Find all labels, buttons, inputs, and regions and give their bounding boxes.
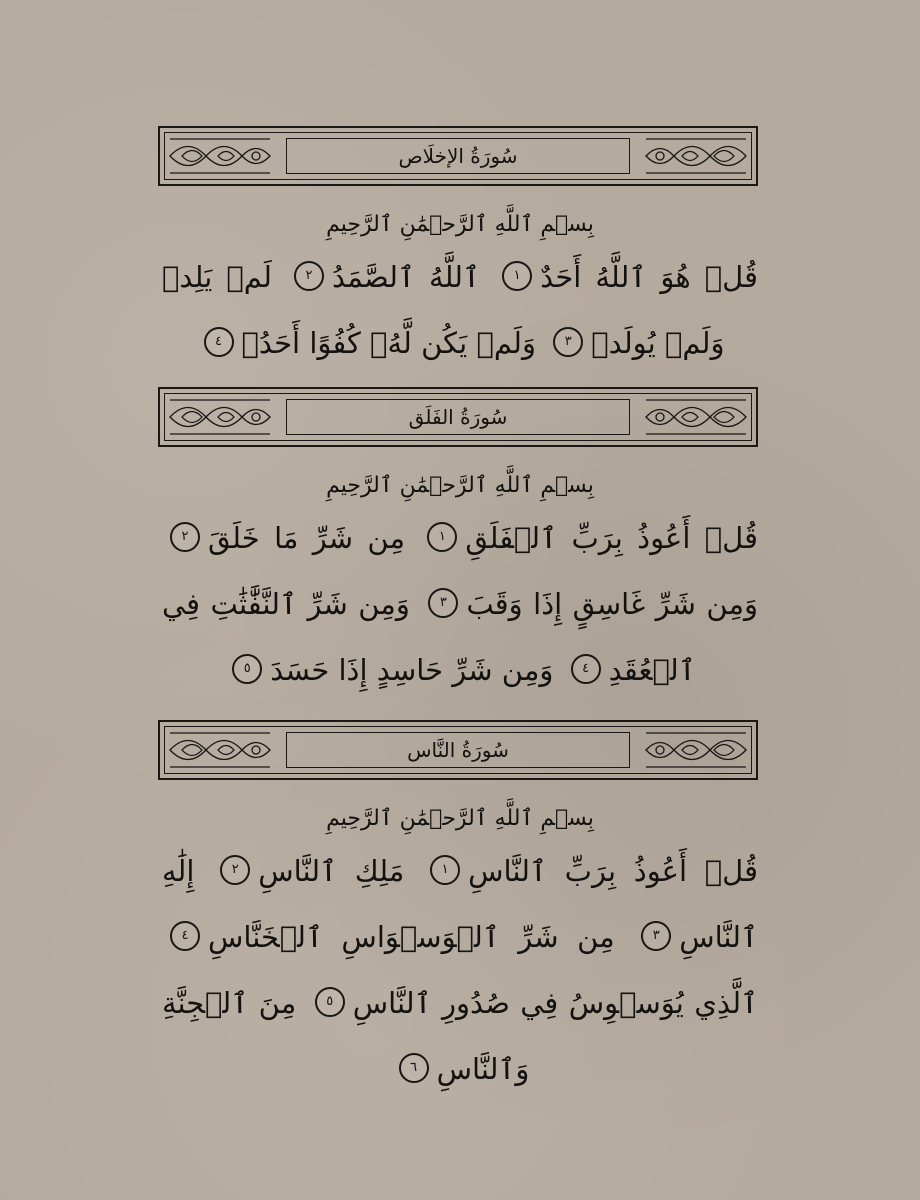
surah-an-nas [158, 720, 762, 1102]
ayah-text: وَمِن شَرِّ ٱلنَّفَّٰثَٰتِ فِي ٱلۡعُقَدِ [162, 587, 696, 687]
surah-al-ikhlas [158, 126, 762, 376]
arabesque-ornament-icon [168, 396, 272, 438]
basmala: بِسۡمِ ٱللَّهِ ٱلرَّحۡمَٰنِ ٱلرَّحِيمِ [326, 806, 594, 831]
arabesque-ornament-icon [168, 729, 272, 771]
ayah-text: وَمِن شَرِّ غَاسِقٍ إِذَا وَقَبَ [466, 587, 758, 621]
ayah-text: مِن شَرِّ مَا خَلَقَ [208, 521, 406, 555]
ayah-number-marker: ٦ [399, 1053, 429, 1083]
ayah-number-marker: ٣ [641, 921, 671, 951]
ayah-number-marker: ٤ [170, 921, 200, 951]
surah-title-banner [158, 720, 758, 780]
ayah-text: ٱلَّذِي يُوَسۡوِسُ فِي صُدُورِ ٱلنَّاسِ [352, 986, 759, 1020]
arabesque-ornament-icon [644, 135, 748, 177]
basmala: بِسۡمِ ٱللَّهِ ٱلرَّحۡمَٰنِ ٱلرَّحِيمِ [326, 473, 594, 498]
ayah-text: مِنَ ٱلۡجِنَّةِ وَٱلنَّاسِ [162, 986, 530, 1086]
ayah-number-marker: ٤ [204, 327, 234, 357]
ayah-number-marker: ١ [427, 522, 457, 552]
ayah-number-marker: ٣ [428, 588, 458, 618]
ayah-text: مَلِكِ ٱلنَّاسِ [258, 854, 405, 888]
surah-title: سُورَةُ النَّاس [407, 738, 509, 762]
arabesque-ornament-icon [168, 135, 272, 177]
ayah-number-marker: ٢ [294, 261, 324, 291]
ayah-number-marker: ٥ [232, 654, 262, 684]
ayah-text: قُلۡ أَعُوذُ بِرَبِّ ٱلۡفَلَقِ [465, 521, 759, 555]
basmala: بِسۡمِ ٱللَّهِ ٱلرَّحۡمَٰنِ ٱلرَّحِيمِ [326, 212, 594, 237]
surah-title: سُورَةُ الفَلَق [408, 405, 508, 429]
ayah-number-marker: ٢ [170, 522, 200, 552]
ayah-text: وَمِن شَرِّ حَاسِدٍ إِذَا حَسَدَ [270, 653, 554, 687]
ayah-number-marker: ٢ [220, 855, 250, 885]
ayah-text: قُلۡ هُوَ ٱللَّهُ أَحَدٌ [540, 260, 758, 294]
surah-title-banner [158, 387, 758, 447]
ayah-number-marker: ٤ [571, 654, 601, 684]
ayah-block [158, 838, 762, 1102]
surah-al-falaq [158, 387, 762, 703]
ayah-text: قُلۡ أَعُوذُ بِرَبِّ ٱلنَّاسِ [468, 854, 759, 888]
surah-title: سُورَةُ الإخلَاص [398, 144, 518, 168]
ayah-text: لَمۡ يَلِدۡ وَلَمۡ يُولَدۡ [162, 260, 725, 360]
arabesque-ornament-icon [644, 729, 748, 771]
surah-title-banner [158, 126, 758, 186]
ayah-text: إِلَٰهِ ٱلنَّاسِ [162, 854, 759, 954]
ayah-number-marker: ١ [502, 261, 532, 291]
arabesque-ornament-icon [644, 396, 748, 438]
ayah-block [158, 244, 762, 376]
ayah-number-marker: ١ [430, 855, 460, 885]
ayah-text: ٱللَّهُ ٱلصَّمَدُ [332, 260, 481, 294]
ayah-number-marker: ٥ [315, 987, 345, 1017]
ayah-text: مِن شَرِّ ٱلۡوَسۡوَاسِ ٱلۡخَنَّاسِ [208, 920, 615, 954]
ayah-text: وَلَمۡ يَكُن لَّهُۥ كُفُوًا أَحَدُۢ [241, 326, 536, 360]
ayah-number-marker: ٣ [553, 327, 583, 357]
ayah-block [158, 505, 762, 703]
